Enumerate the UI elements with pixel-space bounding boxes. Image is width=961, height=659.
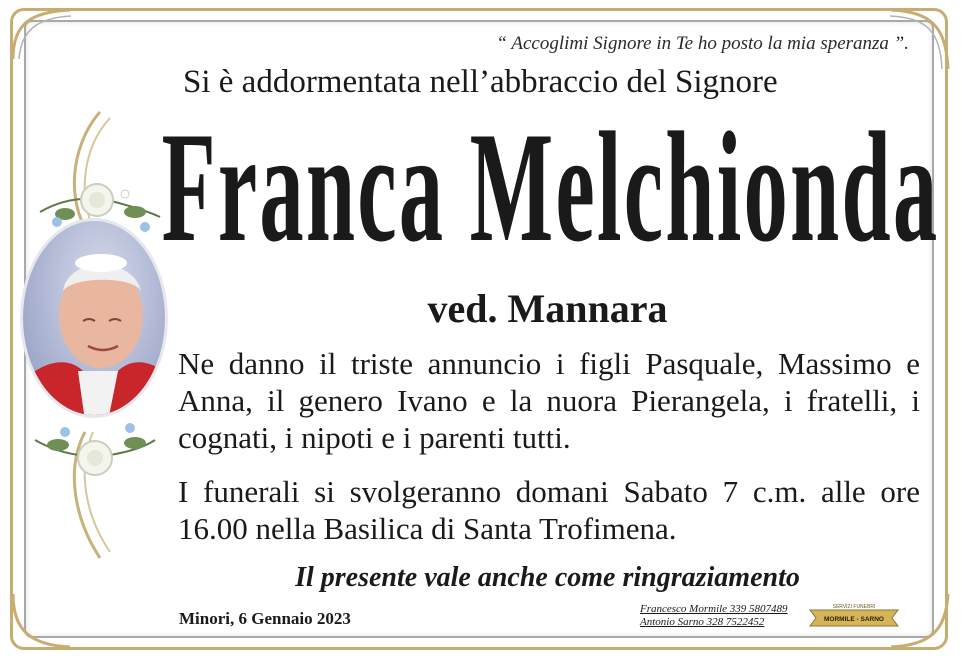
white-roses-top-icon [35, 172, 165, 242]
agency-logo-name: MORMILE - SARNO [824, 616, 884, 623]
deceased-name-container [160, 100, 940, 278]
agency-logo-icon [808, 600, 900, 630]
person-portrait-icon [23, 221, 168, 418]
agency-contact-line-2: Antonio Sarno 328 7522452 [640, 616, 765, 628]
announcement-paragraph: Ne danno il triste annuncio i figli Pasquale, Massimo e Anna, il genero Ivano e la nuora Pierangela, i fratelli, i cognati, i nipoti e i parenti tutti. [178, 346, 920, 455]
agency-logo-tagline: SERVIZI FUNEBRI [832, 604, 876, 610]
place-and-date: Minori, 6 Gennaio 2023 [179, 609, 351, 628]
thanks-line: Il presente vale anche come ringraziamento [295, 562, 800, 593]
gold-swirl-bottom-left-icon [5, 590, 75, 654]
white-roses-bottom-icon [30, 410, 160, 490]
funeral-paragraph: I funerali si svolgeranno domani Sabato 7 c.m. alle ore 16.00 nella Basilica di Santa Trofimena. [178, 474, 920, 546]
gold-swirl-top-left-icon [5, 4, 75, 64]
agency-contact-line-1: Francesco Mormile 339 5807489 [640, 603, 788, 615]
epigraph-quote: “ Accoglimi Signore in Te ho posto la mia speranza ”. [496, 33, 909, 54]
intro-line: Si è addormentata nell’abbraccio del Signore [183, 64, 778, 100]
deceased-name: Franca Melchionda [161, 100, 940, 275]
married-name: ved. Mannara [427, 286, 668, 331]
portrait-photo [20, 218, 168, 418]
funeral-agency-contacts [640, 603, 788, 629]
